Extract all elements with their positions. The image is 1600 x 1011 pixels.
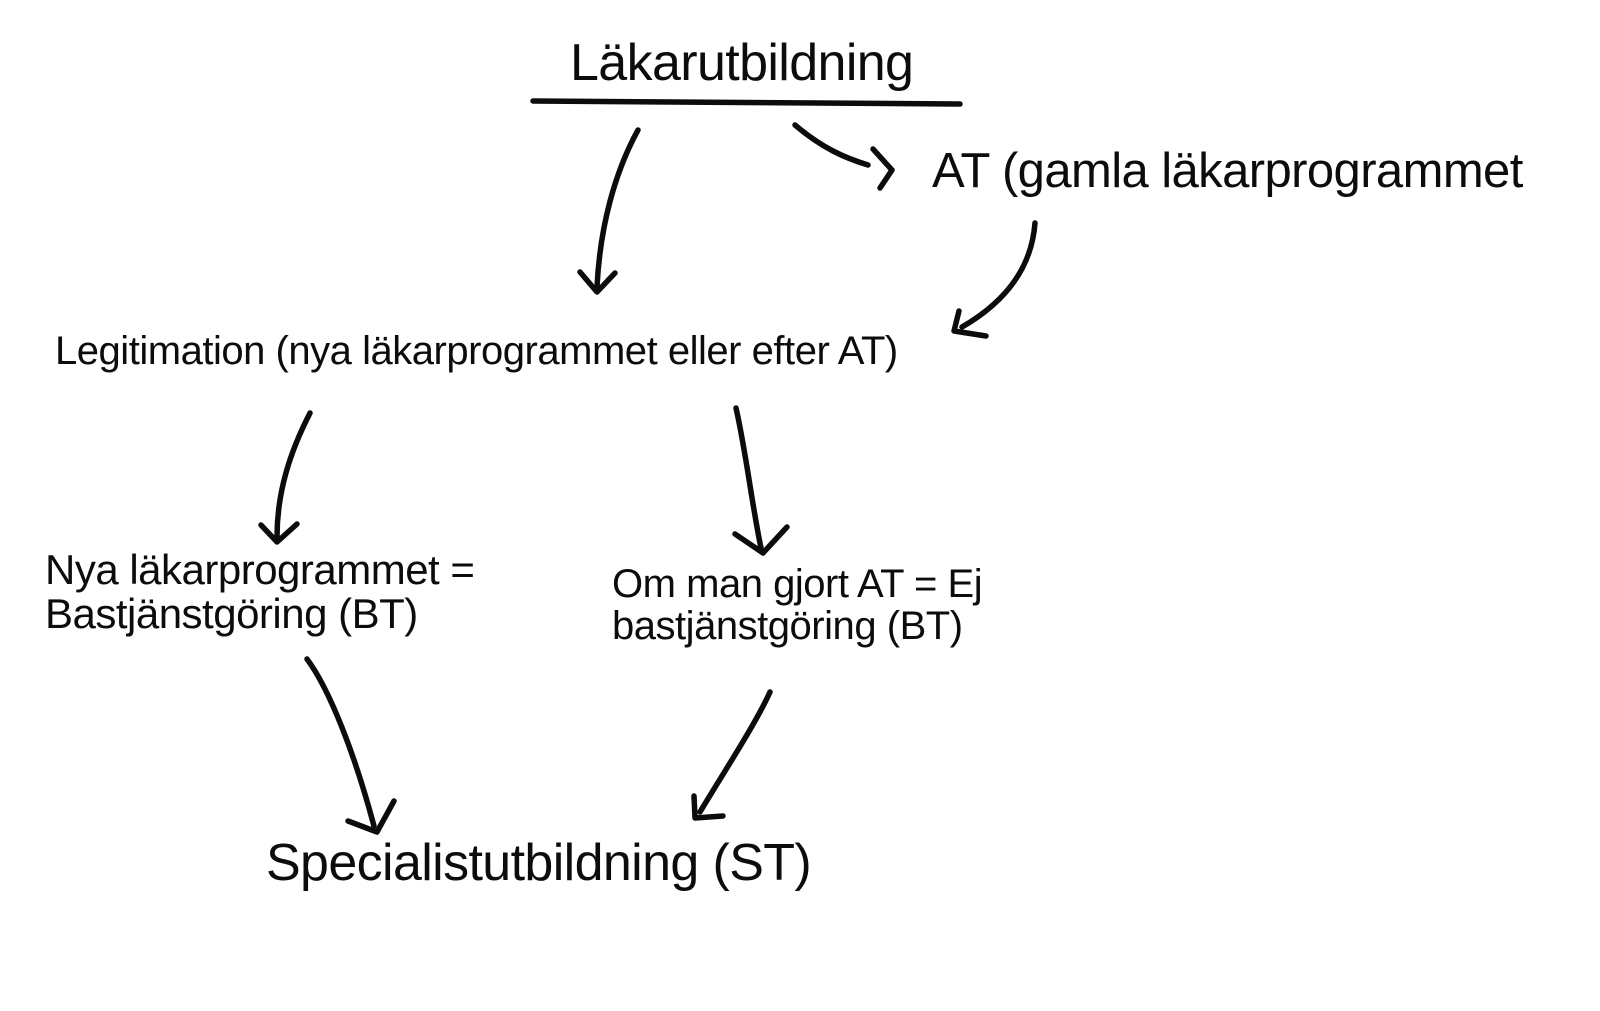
edge-title-to-at bbox=[795, 125, 892, 188]
node-lakarutbildning: Läkarutbildning bbox=[570, 34, 914, 92]
node-nya-bt-line1: Nya läkarprogrammet = bbox=[45, 546, 475, 593]
node-ej-bt-line1: Om man gjort AT = Ej bbox=[612, 562, 983, 606]
edge-legitimation-to-nya-bt bbox=[261, 413, 310, 542]
node-legitimation: Legitimation (nya läkarprogrammet eller efter AT) bbox=[55, 329, 898, 373]
edge-ej-bt-to-st bbox=[694, 692, 770, 818]
title-underline bbox=[533, 101, 960, 104]
edge-title-to-legitimation bbox=[580, 130, 638, 292]
node-nya-bt-line2: Bastjänstgöring (BT) bbox=[45, 589, 418, 637]
node-at: AT (gamla läkarprogrammet bbox=[932, 144, 1523, 198]
edge-nya-bt-to-st bbox=[307, 659, 394, 832]
node-nya-bt bbox=[45, 548, 474, 635]
node-ej-bt-line2: bastjänstgöring (BT) bbox=[612, 603, 963, 648]
edge-legitimation-to-ej-bt bbox=[735, 408, 787, 553]
node-st: Specialistutbildning (ST) bbox=[266, 834, 812, 892]
node-ej-bt bbox=[612, 564, 982, 647]
edge-at-to-legitimation bbox=[954, 223, 1035, 336]
